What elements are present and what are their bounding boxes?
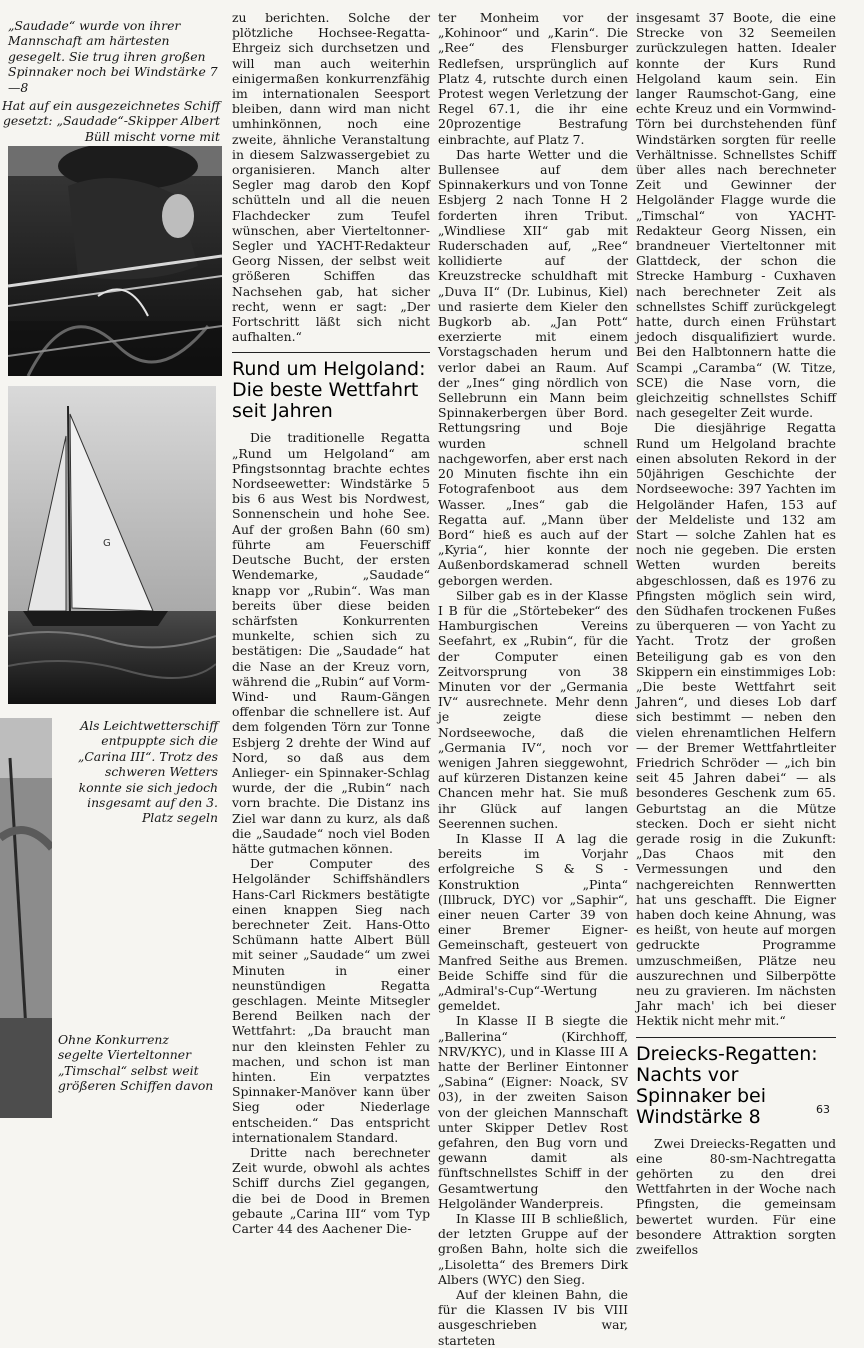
caption-carina-iii: Als Leichtwetterschiff entpuppte sich die „Carina III“. Trotz des schweren Wetters konnte sie sich jedoch insgesamt auf den 3. Platz segeln xyxy=(77,718,218,826)
paragraph: Auf der kleinen Bahn, die für die Klassen IV bis VIII ausgeschrieben war, starteten xyxy=(438,1287,628,1348)
sail-number-mark: G xyxy=(103,538,111,549)
sailboat-photo-graphic xyxy=(8,386,216,704)
article-column-2 xyxy=(232,10,430,1236)
paragraph: insgesamt 37 Boote, die eine Strecke von 32 Seemeilen zurückzulegen hatten. Idealer konnte der Kurs Rund Helgoland kaum sein. Ein langer Raumschot-Gang, eine echte Kreuz und ein Vormwind-Törn bei durchstehenden fünf Windstärken sorgten für reelle Verhältnisse. Schnellstes Schiff über alles nach berechneter Zeit und Gewinner der Helgoländer Flagge wurde die „Timschal“ von YACHT-Redakteur Georg Nissen, ein brandneuer Vierteltonner mit Glattdeck, der schon die Strecke Hamburg - Cuxhaven nach berechneter Zeit als schnellstes Schiff zurückgelegt hatte, durch einen Frühstart jedoch disqualifiziert wurde. Bei den Halbtonnern hatte die Scampi „Caramba“ (W. Titze, SCE) die Nase vorn, die gleichzeitig schnellstes Schiff nach gesegelter Zeit wurde. xyxy=(636,10,836,421)
caption-saudade-skipper: Hat auf ein ausgezeichnetes Schiff gesetzt: „Saudade“-Skipper Albert Büll mischt vorne mit xyxy=(1,98,220,144)
paragraph: Der Computer des Helgoländer Schiffshändlers Hans-Carl Rickmers bestätigte einen knappen Sieg nach berechneter Zeit. Hans-Otto Schümann hatte Albert Büll mit seiner „Saudade“ um zwei Minuten in einer neunstündigen Regatta geschlagen. Meinte Mitsegler Berend Beilken nach der Wettfahrt: „Da braucht man nur den kleinsten Fehler zu machen, und schon ist man hinten. Ein verpatztes Spinnaker-Manöver kann über Sieg oder Niederlage entscheiden.“ Das entspricht internationalem Standard. xyxy=(232,856,430,1145)
caption-saudade-crew: „Saudade“ wurde von ihrer Mannschaft am härtesten gesegelt. Sie trug ihren großen Spinnaker noch bei Windstärke 7—8 xyxy=(8,18,218,95)
paragraph: Dritte nach berechneter Zeit wurde, obwohl als achtes Schiff durchs Ziel gegangen, die bei de Dood in Bremen gebaute „Carina III“ vom Typ Carter 44 des Aachener Die- xyxy=(232,1145,430,1237)
headline-helgoland: Rund um Helgoland: Die beste Wettfahrt seit Jahren xyxy=(232,352,430,422)
paragraph: In Klasse II B siegte die „Ballerina“ (Kirchhoff, NRV/KYC), und in Klasse III A hatte der Berliner Eintonner „Sabina“ (Eigner: Noack, SV 03), in der zweiten Saison von der gleichen Mannschaft unter Skipper Detlev Rost gefahren, den Bug vorn und gewann damit als fünftschnellstes Schiff in der Gesamtwertung den Helgoländer Wanderpreis. xyxy=(438,1013,628,1211)
paragraph: Die traditionelle Regatta „Rund um Helgoland“ am Pfingstsonntag brachte echtes Nordseewetter: Windstärke 5 bis 6 aus West bis Nordwest, Sonnenschein und hohe See. Auf der großen Bahn (60 sm) führte am Feuerschiff Deutsche Bucht, der ersten Wendemarke, „Saudade“ knapp vor „Rubin“. Was man bereits über diese beiden schärfsten Konkurrenten munkelte, schien sich zu bestätigen: Die „Saudade“ hat die Nase an der Kreuz vorn, während die „Rubin“ auf Vorm-Wind- und Raum-Gängen offenbar die schnellere ist. Auf dem folgenden Törn zur Tonne Esbjerg 2 drehte der Wind auf Nord, so daß aus dem Anlieger- ein Spinnaker-Schlag wurde, der die „Rubin“ nach vorn brachte. Die Distanz ins Ziel war dann zu kurz, als daß die „Saudade“ noch viel Boden hätte gutmachen können. xyxy=(232,430,430,856)
paragraph: Zwei Dreiecks-Regatten und eine 80-sm-Nachtregatta gehörten zu den drei Wettfahrten in der Woche nach Pfingsten, die gemeinsam bewertet wurden. Für eine besondere Attraktion sorgten zweifellos xyxy=(636,1135,836,1258)
article-column-3 xyxy=(438,10,628,1348)
paragraph: zu berichten. Solche der plötzliche Hochsee-Regatta-Ehrgeiz sich durchsetzen und will man auch weiterhin einigermaßen konkurrenzfähig im internationalen Seesport bleiben, dann wird man nicht umhinkönnen, noch eine zweite, ähnliche Veranstaltung in diesem Salzwassergebiet zu organisieren. Manch alter Segler mag darob den Kopf schütteln und all die neuen Flachdecker zum Teufel wünschen, aber Vierteltonner-Segler und YACHT-Redakteur Georg Nissen, der selbst weit größeren Schiffen das Nachsehen gab, hat sicher recht, wenn er sagt: „Der Fortschritt läßt sich nicht aufhalten.“ xyxy=(232,10,430,345)
article-column-4 xyxy=(636,10,836,1257)
photo-skipper-on-deck xyxy=(8,146,222,376)
paragraph: Silber gab es in der Klasse I B für die „Störtebeker“ des Hamburgischen Vereins Seefahrt, ex „Rubin“, für die der Computer einen Zeitvorsprung von 38 Minuten vor der „Germania IV“ ausrechnete. Mehr denn je zeigte diese Nordseewoche, daß die „Germania IV“, noch vor wenigen Jahren sieggewohnt, auf kürzeren Distanzen keine Chancen mehr hat. Sie muß ihr Glück auf langen Seerennen suchen. xyxy=(438,587,628,831)
paragraph: Die diesjährige Regatta Rund um Helgoland brachte einen absoluten Rekord in der 50jährigen Geschichte der Nordseewoche: 397 Yachten im Helgoländer Hafen, 153 auf der Meldeliste und 132 am Start — solche Zahlen hat es noch nie gegeben. Die ersten Wetten wurden bereits abgeschlossen, daß es 1976 zu Pfingsten möglich sein wird, den Südhafen trockenen Fußes zu überqueren — von Yacht zu Yacht. Trotz der großen Beteiligung gab es von den Skippern ein einstimmiges Lob: „Die beste Wettfahrt seit Jahren“, und dieses Lob darf sich bestimmt — neben den vielen ehrenamtlichen Helfern — der Bremer Wettfahrtleiter Friedrich Schröder — „ich bin seit 45 Jahren dabei“ — als besonderes Geschenk zum 65. Geburtstag an die Mütze stecken. Doch er sieht nicht gerade rosig in die Zukunft: „Das Chaos mit den Vermessungen und den nachgereichten Rennwertten hat uns geschafft. Die Eigner haben doch keine Ahnung, was es heißt, von heute auf morgen gedruckte Programme umzuschmeißen, Plätze neu auszurechnen und Silberpötte neu zu gravieren. Im nächsten Jahr mach' ich bei dieser Hektik nicht mehr mit.“ xyxy=(636,420,836,1029)
caption-timschal: Ohne Konkurrenz segelte Vierteltonner „Timschal“ selbst weit größeren Schiffen davon xyxy=(58,1032,214,1094)
paragraph: In Klasse III B schließlich, der letzten Gruppe auf der großen Bahn, holte sich die „Lisoletta“ des Bremers Dirk Albers (WYC) den Sieg. xyxy=(438,1211,628,1287)
headline-dreiecks: Dreiecks-Regatten: Nachts vor Spinnaker bei Windstärke 8 xyxy=(636,1037,836,1128)
page-number: 63 xyxy=(816,1103,830,1116)
photo-timschal-strip xyxy=(0,718,52,1118)
paragraph: In Klasse II A lag die bereits im Vorjahr erfolgreiche S & S - Konstruktion „Pinta“ (Illbruck, DYC) vor „Saphir“, einer neuen Carter 39 von einer Bremer Eigner-Gemeinschaft, gesteuert von Manfred Seithe aus Bremen. Beide Schiffe sind für die „Admiral's-Cup“-Wertung gemeldet. xyxy=(438,830,628,1014)
paragraph: ter Monheim vor der „Kohinoor“ und „Karin“. Die „Ree“ des Flensburger Redlefsen, ursprünglich auf Platz 4, rutschte durch einen Protest wegen Verletzung der Regel 67.1, die ihr eine 20prozentige Bestrafung einbrachte, auf Platz 7. xyxy=(438,10,628,147)
paragraph: Das harte Wetter und die Bullensee auf dem Spinnakerkurs und von Tonne Esbjerg 2 nach Tonne H 2 forderten ihren Tribut. „Windliese XII“ gab mit Ruderschaden auf, „Ree“ kollidierte auf der Kreuzstrecke schuldhaft mit „Duva II“ (Dr. Lubinus, Kiel) und rasierte dem Kieler den Bugkorb ab. „Jan Pott“ exerzierte mit einem Vorstagschaden herum und verlor dabei an Raum. Auf der „Ines“ ging nördlich von Sellebrunn ein Mann beim Spinnakerbergen über Bord. Rettungsring und Boje wurden schnell nachgeworfen, aber erst nach 20 Minuten fischte ihn ein Fotografenboot aus dem Wasser. „Ines“ gab die Regatta auf. „Mann über Bord“ hieß es auch auf der „Kyria“, hier konnte der Außenbordskamerad schnell geborgen werden. xyxy=(438,146,628,588)
timschal-photo-graphic xyxy=(0,718,52,1118)
skipper-photo-graphic xyxy=(8,146,222,376)
photo-carina-iii-sailing xyxy=(8,386,216,704)
